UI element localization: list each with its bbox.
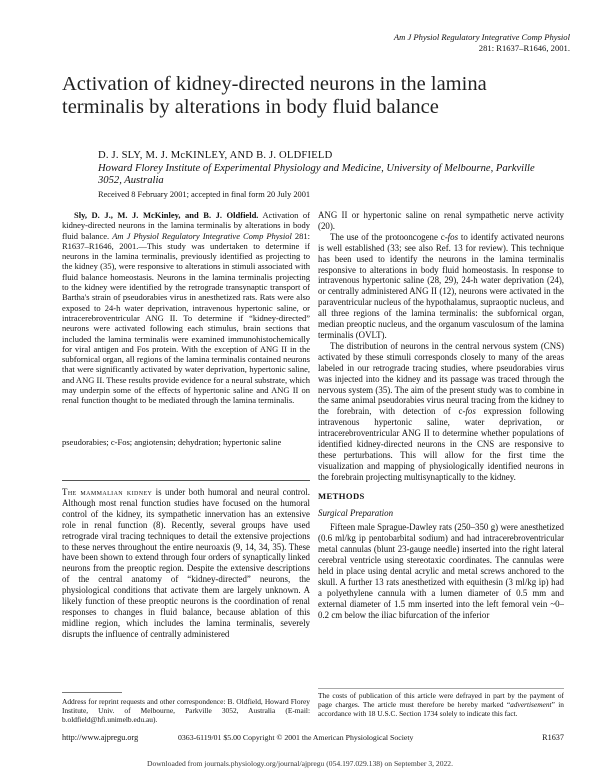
intro-text: is under both humoral and neural control. Although most renal function studies have focused on the humoral control of the kidney, its sympathetic innervation has an extensive role in renal function (8). Recently, several groups have used retrograde viral tracing techniques to detail the extensive projections to these nerves throughout the entire neuroaxis (9, 14, 34, 35). These have been shown to extend through four orders of synaptically linked neurons from the preoptic region. Despite the extensive descriptions of the central anatomy of “kidney-directed” neurons, the physiological conditions that activate them are largely unknown. A likely function of these preoptic neurons is the coordination of renal responses to changes in fluid balance, because ablation of this midline region, which includes the lamina terminalis, severely disrupts the influence of centrally administered xyxy=(62,487,310,639)
journal-citation: 281: R1637–R1646, 2001. xyxy=(478,43,570,53)
footnote-costs-a: The costs of publication of this article were defrayed in part by the payment of page charges. The article must therefore be hereby marked “ xyxy=(318,691,564,709)
article-authors: D. J. SLY, M. J. McKINLEY, AND B. J. OLDFIELD xyxy=(98,150,333,161)
article-affiliation: Howard Florey Institute of Experimental Physiology and Medicine, University of Melbourne, Parkville 3052, Australia xyxy=(98,163,535,186)
journal-name: Am J Physiol Regulatory Integrative Comp Physiol xyxy=(393,32,570,42)
keywords: pseudorabies; c-Fos; angiotensin; dehydration; hypertonic saline xyxy=(62,437,282,447)
abstract-journal-ref: Am J Physiol Regulatory Integrative Comp Physiol xyxy=(112,230,292,241)
download-notice: Downloaded from journals.physiology.org/journal/ajpregu (054.197.029.138) on September 3, 2022. xyxy=(146,759,454,768)
footnote-advertisement: advertisement xyxy=(510,700,552,709)
para1-text-b: to identify activated neurons is well established (33; see also Ref. 13 for review). This technique has been used to identify the neurons in the lamina terminalis responsive to alterations in body fluid homeostasis. In response to intravenous hypertonic saline (28, 29), 24-h water deprivation (24), or centrally administered ANG II (12), neurons were activated in the paraventricular nucleus of the hypothalamus, supraoptic nucleus, and all three regions of the lamina terminalis: the subfornical organ, median preoptic nucleus, and the organum vasculosum of the lamina terminalis (OVLT). xyxy=(318,231,564,340)
right-para-2 xyxy=(318,341,564,483)
footnote-rule-right xyxy=(318,688,564,689)
para2-text-b: expression following intravenous hypertonic saline, water deprivation, or intracerebroventricular ANG II to determine whether populations of identified kidney-directed neurons in the CNS are responsive to these perturbations. This will allow for the first time the visualization and mapping of physiologically identified neurons in the forebrain projecting multisynaptically to the kidney. xyxy=(318,406,564,482)
para1-text-a: The use of the protooncogene c- xyxy=(330,231,448,242)
article-title: Activation of kidney-directed neurons in the lamina terminalis by alterations in body fluid balance xyxy=(62,73,487,118)
surgical-preparation-heading: Surgical Preparation xyxy=(318,507,394,518)
intro-smallcaps-lead: The mammalian kidney xyxy=(62,487,153,497)
methods-heading: METHODS xyxy=(318,490,365,501)
page-number: R1637 xyxy=(542,733,564,742)
journal-header xyxy=(394,32,570,54)
footnote-costs xyxy=(318,691,564,718)
right-para-0: ANG II or hypertonic saline on renal sympathetic nerve activity (20). xyxy=(318,210,564,231)
para1-fos: fos xyxy=(447,231,459,242)
footnote-correspondence: Address for reprint requests and other correspondence: B. Oldfield, Howard Florey Institute, Univ. of Melbourne, Parkville 3052, Australia (E-mail: b.oldfield@hfi.unimelb.edu.au). xyxy=(62,697,310,724)
abstract xyxy=(62,210,310,406)
received-dates: Received 8 February 2001; accepted in final form 20 July 2001 xyxy=(98,190,311,199)
journal-url[interactable]: http://www.ajpregu.org xyxy=(62,733,139,742)
footnote-rule-left xyxy=(62,692,122,693)
abstract-text-1: Activation of kidney-directed neurons in the lamina terminalis by alterations in body fluid balance. xyxy=(62,210,310,241)
abstract-lead: Sly, D. J., M. J. McKinley, and B. J. Oldfield. xyxy=(74,210,259,220)
copyright-line: 0363-6119/01 $5.00 Copyright © 2001 the American Physiological Society xyxy=(178,733,414,742)
abstract-text-2: 281: R1637–R1646, 2001.—This study was undertaken to determine if neurons in the lamina terminalis, previously identified as projecting to the kidney (35), were responsive to alterations in stimuli associated with fluid balance homeostasis. Neurons in the lamina terminalis projecting to the kidney were identified by the retrograde transynaptic transport of Bartha's strain of pseudorabies virus in anesthetized rats. Rats were also exposed to 24-h water deprivation, intravenous hypertonic saline, or intracerebroventricular ANG II. To determine if “kidney-directed” neurons were activated following each stimulus, brain sections that included the lamina terminalis were examined immunohistochemically for viral antigen and Fos protein. With the exception of ANG II in the subfornical organ, all regions of the lamina terminalis contained neurons that were significantly activated by water deprivation, hypertonic saline, and ANG II. These results provide evidence for a neural substrate, which may underpin some of the effects of hypertonic saline and ANG II on renal function thought to be mediated through the lamina terminalis. xyxy=(62,230,310,406)
footnote-costs-b: ” in accordance with 18 U.S.C. Section 1734 solely to indicate this fact. xyxy=(318,700,564,718)
section-divider xyxy=(62,480,310,481)
right-column xyxy=(318,210,564,621)
para2-text-a: The distribution of neurons in the central nervous system (CNS) activated by these stimuli corresponds closely to many of the areas labeled in our retrograde tracing studies, where pseudorabies virus was injected into the kidney and its passage was traced through the nervous system (35). The aim of the present study was to combine in the same animal pseudorabies virus neural tracing from the kidney to the forebrain, with detection of c- xyxy=(318,340,564,417)
right-para-1 xyxy=(318,232,564,341)
para2-fos: fos xyxy=(465,406,476,417)
introduction xyxy=(62,487,310,640)
right-para-3: Fifteen male Sprague-Dawley rats (250–350 g) were anesthetized (0.6 ml/kg ip pentobarbital sodium) and had intracerebroventricular metal cannulas (blunt 23-gauge needle) inserted into the right lateral cerebral ventricle using stereotaxic coordinates. The cannulas were held in place using dental acrylic and metal screws anchored to the skull. A further 13 rats anesthetized with equithesin (3 ml/kg ip) had a polyethylene cannula with a lumen diameter of 0.5 mm and external diameter of 1.5 mm inserted into the left femoral vein ~0–0.2 cm below the iliac bifurcation of the inferior xyxy=(318,522,564,620)
